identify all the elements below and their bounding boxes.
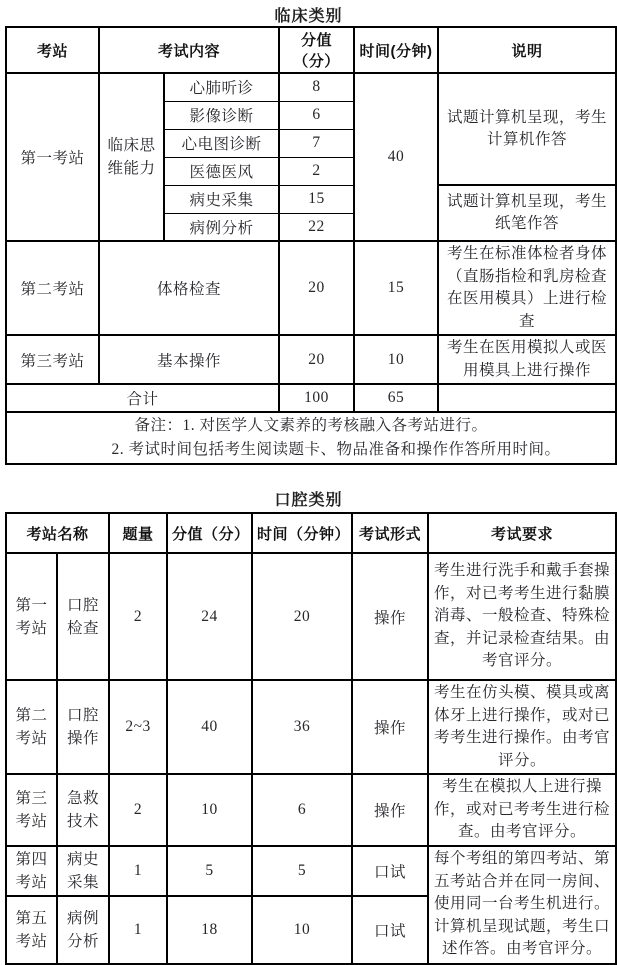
row5-count: 1 bbox=[109, 896, 167, 964]
station2-name: 第二考站 bbox=[6, 241, 99, 335]
row2-requirement: 考生在仿头模、模具或离体牙上进行操作，或对已考考生进行操作。由考官评分。 bbox=[428, 680, 616, 774]
item-label: 影像诊断 bbox=[164, 101, 279, 129]
header-score: 分值（分） bbox=[167, 513, 252, 553]
row2-count: 2~3 bbox=[109, 680, 167, 774]
row1-form: 操作 bbox=[352, 553, 428, 680]
header-time: 时间(分钟) bbox=[354, 27, 438, 73]
header-station: 考站 bbox=[6, 27, 99, 73]
row4-form: 口试 bbox=[352, 846, 428, 896]
station1-time: 40 bbox=[354, 73, 438, 241]
dental-row-4 bbox=[6, 846, 616, 896]
dental-table bbox=[5, 512, 617, 965]
station2-time: 15 bbox=[354, 241, 438, 335]
row4-station: 第四考站 bbox=[6, 846, 57, 896]
header-content: 考试内容 bbox=[99, 27, 279, 73]
remark-line-2: 2. 考试时间包括考生阅读题卡、物品准备和操作作答所用时间。 bbox=[111, 441, 561, 458]
station1-item-row bbox=[6, 73, 616, 101]
header-question-count: 题量 bbox=[109, 513, 167, 553]
station1-group: 临床思维能力 bbox=[99, 73, 164, 241]
station2-row bbox=[6, 241, 616, 335]
row4-row5-merged-requirement: 每个考组的第四考站、第五考站合并在同一房间、使用同一台考生机进行。计算机呈现试题，考生口述作答。由考官评分。 bbox=[428, 846, 616, 964]
row5-name: 病例分析 bbox=[57, 896, 109, 964]
row4-name: 病史采集 bbox=[57, 846, 109, 896]
row1-count: 2 bbox=[109, 553, 167, 680]
row3-time: 6 bbox=[252, 774, 352, 846]
station2-note: 考生在标准体检者身体（直肠指检和乳房检查在医用模具）上进行检查 bbox=[438, 241, 616, 335]
row2-time: 36 bbox=[252, 680, 352, 774]
remarks-row bbox=[6, 412, 616, 464]
row2-score: 40 bbox=[167, 680, 252, 774]
row3-requirement: 考生在模拟人上进行操作，或对已考考生进行检查。由考官评分。 bbox=[428, 774, 616, 846]
row2-name: 口腔操作 bbox=[57, 680, 109, 774]
station2-score: 20 bbox=[279, 241, 354, 335]
row2-station: 第二考站 bbox=[6, 680, 57, 774]
row1-name: 口腔检查 bbox=[57, 553, 109, 680]
row5-form: 口试 bbox=[352, 896, 428, 964]
item-score: 2 bbox=[279, 157, 354, 185]
item-score: 6 bbox=[279, 101, 354, 129]
header-exam-requirement: 考试要求 bbox=[428, 513, 616, 553]
clinical-header-row bbox=[6, 27, 616, 73]
row3-name: 急救技术 bbox=[57, 774, 109, 846]
station3-note: 考生在医用模拟人或医用模具上进行操作 bbox=[438, 335, 616, 384]
row5-score: 18 bbox=[167, 896, 252, 964]
row3-count: 2 bbox=[109, 774, 167, 846]
clinical-table-title: 临床类别 bbox=[274, 8, 343, 25]
total-score: 100 bbox=[279, 384, 354, 412]
station3-row bbox=[6, 335, 616, 384]
item-label: 心电图诊断 bbox=[164, 129, 279, 157]
dental-row-1 bbox=[6, 553, 616, 680]
station1-note-paper: 试题计算机呈现，考生纸笔作答 bbox=[438, 185, 616, 241]
row1-time: 20 bbox=[252, 553, 352, 680]
dental-header-row bbox=[6, 513, 616, 553]
item-score: 7 bbox=[279, 129, 354, 157]
header-time: 时间（分钟） bbox=[252, 513, 352, 553]
dental-row-3 bbox=[6, 774, 616, 846]
row3-score: 10 bbox=[167, 774, 252, 846]
row3-station: 第三考站 bbox=[6, 774, 57, 846]
row3-form: 操作 bbox=[352, 774, 428, 846]
header-exam-form: 考试形式 bbox=[352, 513, 428, 553]
header-note: 说明 bbox=[438, 27, 616, 73]
row2-form: 操作 bbox=[352, 680, 428, 774]
total-row bbox=[6, 384, 616, 412]
item-label: 医德医风 bbox=[164, 157, 279, 185]
total-time: 65 bbox=[354, 384, 438, 412]
station3-content: 基本操作 bbox=[99, 335, 279, 384]
row4-count: 1 bbox=[109, 846, 167, 896]
row1-score: 24 bbox=[167, 553, 252, 680]
item-score: 15 bbox=[279, 185, 354, 213]
dental-row-2 bbox=[6, 680, 616, 774]
station1-note-computer: 试题计算机呈现，考生计算机作答 bbox=[438, 73, 616, 185]
row5-station: 第五考站 bbox=[6, 896, 57, 964]
row4-time: 5 bbox=[252, 846, 352, 896]
remark-line-1: 备注：1. 对医学人文素养的考核融入各考站进行。 bbox=[134, 417, 488, 434]
station3-time: 10 bbox=[354, 335, 438, 384]
station2-content: 体格检查 bbox=[99, 241, 279, 335]
row5-time: 10 bbox=[252, 896, 352, 964]
total-label: 合计 bbox=[6, 384, 279, 412]
station3-score: 20 bbox=[279, 335, 354, 384]
row1-station: 第一考站 bbox=[6, 553, 57, 680]
row4-score: 5 bbox=[167, 846, 252, 896]
item-label: 心肺听诊 bbox=[164, 73, 279, 101]
item-score: 22 bbox=[279, 213, 354, 241]
item-label: 病史采集 bbox=[164, 185, 279, 213]
clinical-table bbox=[5, 26, 617, 465]
item-score: 8 bbox=[279, 73, 354, 101]
item-label: 病例分析 bbox=[164, 213, 279, 241]
remarks-cell bbox=[6, 412, 616, 464]
row1-requirement: 考生进行洗手和戴手套操作，对已考考生进行黏膜消毒、一般检查、特殊检查，并记录检查结果。由考官评分。 bbox=[428, 553, 616, 680]
station1-name: 第一考站 bbox=[6, 73, 99, 241]
station3-name: 第三考站 bbox=[6, 335, 99, 384]
total-note-empty bbox=[438, 384, 616, 412]
header-score: 分值（分） bbox=[279, 27, 354, 73]
header-station-name: 考站名称 bbox=[6, 513, 109, 553]
dental-table-title: 口腔类别 bbox=[274, 492, 343, 509]
